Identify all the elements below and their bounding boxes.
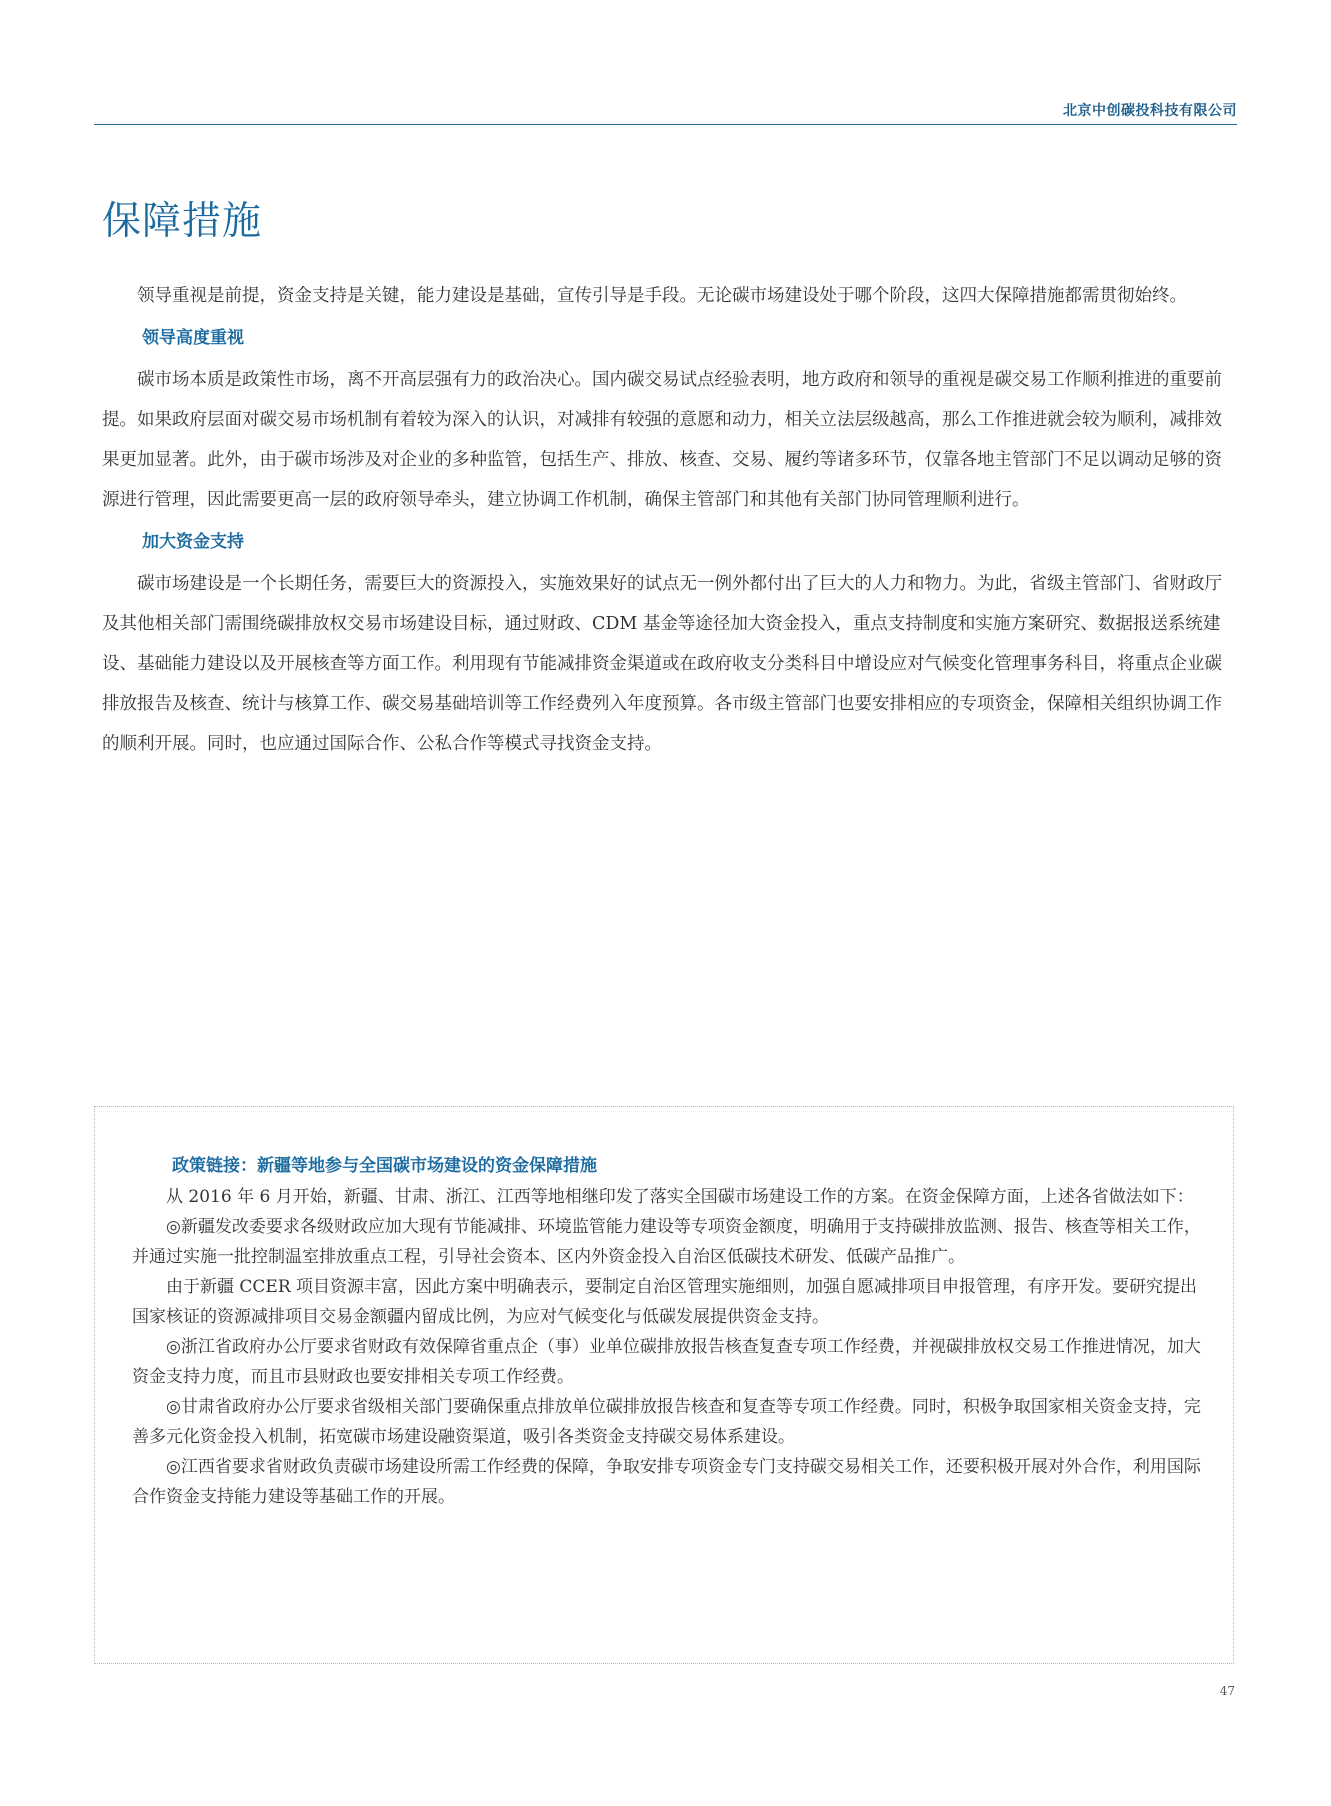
policy-paragraph: ◎甘肃省政府办公厅要求省级相关部门要确保重点排放单位碳排放报告核查和复查等专项工作经费。同时，积极争取国家相关资金支持，完善多元化资金投入机制，拓宽碳市场建设融资渠道，吸引各类资金支持碳交易体系建设。 bbox=[132, 1397, 1201, 1447]
policy-paragraph: ◎江西省要求省财政负责碳市场建设所需工作经费的保障，争取安排专项资金专门支持碳交易相关工作，还要积极开展对外合作，利用国际合作资金支持能力建设等基础工作的开展。 bbox=[132, 1457, 1201, 1507]
policy-link-title: 政策链接：新疆等地参与全国碳市场建设的资金保障措施 bbox=[172, 1156, 597, 1176]
page-number: 47 bbox=[1219, 1684, 1235, 1698]
policy-paragraph: ◎新疆发改委要求各级财政应加大现有节能减排、环境监管能力建设等专项资金额度，明确用于支持碳排放监测、报告、核查等相关工作，并通过实施一批控制温室排放重点工程，引导社会资本、区内外资金投入自治区低碳技术研发、低碳产品推广。 bbox=[132, 1217, 1201, 1267]
section-heading-leadership: 领导高度重视 bbox=[142, 328, 244, 348]
intro-paragraph: 领导重视是前提，资金支持是关键，能力建设是基础，宣传引导是手段。无论碳市场建设处于哪个阶段，这四大保障措施都需贯彻始终。 bbox=[137, 286, 1187, 306]
policy-paragraph: 由于新疆 CCER 项目资源丰富，因此方案中明确表示，要制定自治区管理实施细则，加强自愿减排项目申报管理，有序开发。要研究提出国家核证的资源减排项目交易金额疆内留成比例，为应对气候变化与低碳发展提供资金支持。 bbox=[132, 1277, 1198, 1327]
section-heading-funding: 加大资金支持 bbox=[142, 532, 244, 552]
header-divider bbox=[94, 124, 1237, 125]
section-paragraph-leadership: 碳市场本质是政策性市场，离不开高层强有力的政治决心。国内碳交易试点经验表明，地方政府和领导的重视是碳交易工作顺利推进的重要前提。如果政府层面对碳交易市场机制有着较为深入的认识，对减排有较强的意愿和动力，相关立法层级越高，那么工作推进就会较为顺利，减排效果更加显著。此外，由于碳市场涉及对企业的多种监管，包括生产、排放、核查、交易、履约等诸多环节，仅靠各地主管部门不足以调动足够的资源进行管理，因此需要更高一层的政府领导牵头，建立协调工作机制，确保主管部门和其他有关部门协同管理顺利进行。 bbox=[102, 370, 1222, 510]
page-title: 保障措施 bbox=[102, 199, 263, 244]
header-company-name: 北京中创碳投科技有限公司 bbox=[1063, 103, 1237, 119]
policy-link-content bbox=[132, 1152, 1204, 1512]
section-paragraph-funding: 碳市场建设是一个长期任务，需要巨大的资源投入，实施效果好的试点无一例外都付出了巨大的人力和物力。为此，省级主管部门、省财政厅及其他相关部门需围绕碳排放权交易市场建设目标，通过财政、CDM 基金等途径加大资金投入，重点支持制度和实施方案研究、数据报送系统建设、基础能力建设以及开展核查等方面工作。利用现有节能减排资金渠道或在政府收支分类科目中增设应对气候变化管理事务科目，将重点企业碳排放报告及核查、统计与核算工作、碳交易基础培训等工作经费列入年度预算。各市级主管部门也要安排相应的专项资金，保障相关组织协调工作的顺利开展。同时，也应通过国际合作、公私合作等模式寻找资金支持。 bbox=[102, 574, 1222, 754]
policy-paragraph: 从 2016 年 6 月开始，新疆、甘肃、浙江、江西等地相继印发了落实全国碳市场建设工作的方案。在资金保障方面，上述各省做法如下： bbox=[166, 1187, 1194, 1207]
main-content bbox=[102, 276, 1234, 764]
policy-link-box bbox=[94, 1106, 1234, 1664]
policy-paragraph: ◎浙江省政府办公厅要求省财政有效保障省重点企（事）业单位碳排放报告核查复查专项工作经费，并视碳排放权交易工作推进情况，加大资金支持力度，而且市县财政也要安排相关专项工作经费。 bbox=[132, 1337, 1201, 1387]
